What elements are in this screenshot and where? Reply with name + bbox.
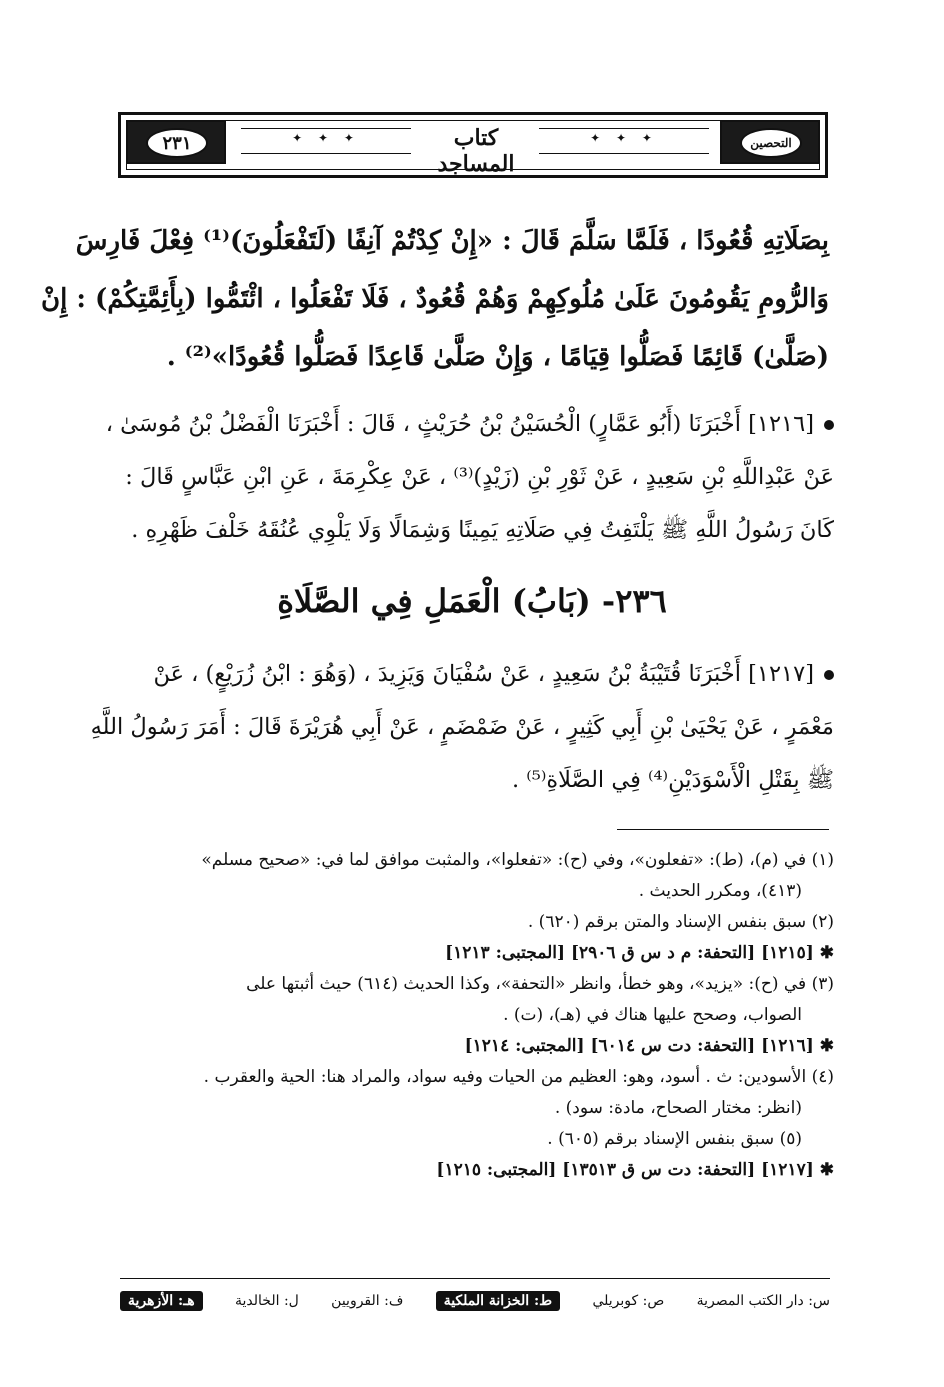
- tuhfa-text: [١٢١٥] [التحفة: م د س ق ٢٩٠٦] [المجتبى: ١٢١٣]: [445, 943, 814, 963]
- hadith-line: عَنْ عَبْدِاللَّهِ بْنِ سَعِيدٍ ، عَنْ ثَوْرِ بْنِ (زَيْدٍ)⁽³⁾ ، عَنْ عِكْرِمَةَ ، عَنِ ابْنِ عَبَّاسٍ قَالَ :: [125, 464, 834, 490]
- hadith-line: مَعْمَرٍ ، عَنْ يَحْيَىٰ بْنِ أَبِي كَثِيرٍ ، عَنْ ضَمْضَمٍ ، عَنْ أَبِي هُرَيْرَةَ قَالَ : أَمَرَ رَسُولُ اللَّهِ: [90, 714, 834, 740]
- star-icon: ✱: [819, 1036, 834, 1056]
- logo-ring: [740, 128, 802, 158]
- text-line: (صَلَّىٰ) قَائِمًا فَصَلُّوا قِيَامًا ، وَإِنْ صَلَّىٰ قَاعِدًا فَصَلُّوا قُعُودًا»⁽²⁾ .: [166, 342, 829, 372]
- footnote: (٤) الأسودين: ث . أسود، وهو: العظيم من الحيات وفيه سواد، والمراد هنا: الحية والعقرب .: [203, 1067, 834, 1087]
- footnotes: [104, 845, 834, 1186]
- footnote: (١) في (م)، (ط): «تفعلون»، وفي (ح): «تفعلوا»، والمثبت موافق لما في: «صحيح مسلم»: [201, 850, 834, 870]
- hadith-line: [104, 648, 834, 701]
- footnote-continuation: (انظر: مختار الصحاح، مادة: سود) .: [554, 1098, 802, 1118]
- logo-text: التحصين: [750, 136, 792, 150]
- tuhfa-reference: [104, 938, 834, 969]
- text-line: وَالرُّومِ يَقُومُونَ عَلَىٰ مُلُوكِهِمْ وَهُمْ قُعُودٌ ، فَلَا تَفْعَلُوا ، ائْتَمُّوا (بِأَئِمَّتِكُمْ) : إِنْ: [41, 284, 829, 314]
- header-decoration-left: [241, 128, 411, 154]
- bullet-icon: [824, 670, 834, 680]
- book-title: كتاب المساجد: [437, 125, 515, 177]
- star-icon: ✱: [819, 1160, 834, 1180]
- footnote: (٣) في (ح): «يزيد»، وهو خطأ، وانظر «التحفة»، وكذا الحديث (٦١٤) حيث أثبتها على: [246, 974, 834, 994]
- hadith-1217: [90, 648, 834, 807]
- manuscript-legend: [120, 1287, 830, 1315]
- page-number: ٢٣١: [162, 132, 192, 154]
- legend-item: ل: الخالدية: [235, 1293, 299, 1309]
- tuhfa-reference: [104, 1155, 834, 1186]
- tuhfa-text: [١٢١٧] [التحفة: دت س ق ١٣٥١٣] [المجتبى: ١٢١٥]: [436, 1160, 814, 1180]
- footnote-divider: [617, 829, 829, 830]
- legend-divider: [120, 1278, 830, 1279]
- hadith-line: [104, 398, 834, 451]
- page-number-ring: [146, 128, 208, 158]
- legend-item: ف: القرويين: [331, 1293, 404, 1309]
- star-icon: ✱: [819, 943, 834, 963]
- legend-item: ص: كوبريلي: [592, 1293, 665, 1309]
- logo-ornament: [720, 120, 820, 164]
- bullet-icon: [824, 420, 834, 430]
- hadith-line: كَانَ رَسُولُ اللَّهِ ﷺ يَلْتَفِتُ فِي صَلَاتِهِ يَمِينًا وَشِمَالًا وَلَا يَلْوِي عُنُقَهُ خَلْفَ ظَهْرِهِ .: [131, 517, 834, 543]
- footnote-continuation: الصواب، وصحح عليها هناك في (هـ)، (ت) .: [503, 1005, 802, 1025]
- continued-hadith-text: [41, 212, 829, 386]
- chapter-title: ٢٣٦- (بَابُ) الْعَمَلِ فِي الصَّلَاةِ: [277, 582, 667, 620]
- hadith-line: ﷺ بِقَتْلِ الْأَسْوَدَيْنِ⁽⁴⁾ فِي الصَّلَاةِ⁽⁵⁾ .: [511, 767, 834, 793]
- header-decoration-right: [539, 128, 709, 154]
- footnote: (٥) سبق بنفس الإسناد برقم (٦٠٥) .: [547, 1129, 802, 1149]
- page-header: [118, 112, 828, 178]
- hadith-text: [١٢١٧] أَخْبَرَنَا قُتَيْبَةُ بْنُ سَعِيدٍ ، عَنْ سُفْيَانَ وَيَزِيدَ ، (وَهُوَ : ابْنُ زُرَيْعٍ) ، عَنْ: [153, 661, 814, 687]
- page-number-ornament: [126, 120, 226, 164]
- hadith-1216: [104, 398, 834, 557]
- tuhfa-reference: [104, 1031, 834, 1062]
- hadith-text: [١٢١٦] أَخْبَرَنَا (أَبُو عَمَّارٍ) الْحُسَيْنُ بْنُ حُرَيْثٍ ، قَالَ : أَخْبَرَنَا الْفَضْلُ بْنُ مُوسَىٰ ،: [105, 411, 814, 437]
- legend-item-highlighted: ط: الخزانة الملكية: [436, 1291, 560, 1311]
- legend-item-highlighted: هـ: الأزهرية: [120, 1291, 203, 1311]
- tuhfa-text: [١٢١٦] [التحفة: دت س ٦٠١٤] [المجتبى: ١٢١٤]: [464, 1036, 814, 1056]
- footnote: (٢) سبق بنفس الإسناد والمتن برقم (٦٢٠) .: [527, 912, 834, 932]
- footnote-continuation: (٤١٣)، ومكرر الحديث .: [638, 881, 802, 901]
- legend-item: س: دار الكتب المصرية: [696, 1293, 830, 1309]
- text-line: بِصَلَاتِهِ قُعُودًا ، فَلَمَّا سَلَّمَ قَالَ : «إِنْ كِدْتُمْ آنِفًا (لَتَفْعَلُونَ)⁽¹⁾ فِعْلَ فَارِسَ: [75, 226, 829, 256]
